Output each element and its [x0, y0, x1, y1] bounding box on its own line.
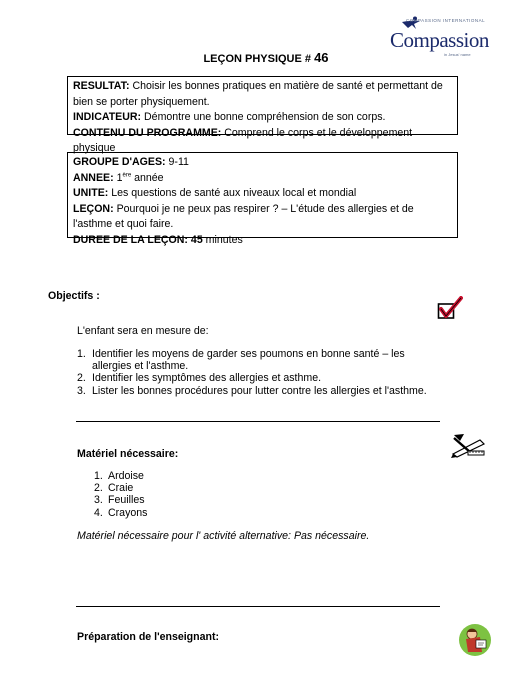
list-text: Feuilles — [108, 494, 145, 507]
materiel-list — [94, 470, 147, 519]
list-item — [77, 385, 427, 397]
resultat-text: Choisir les bonnes pratiques en matière de santé et permettant de bien se porter physiquement. — [73, 80, 443, 108]
list-text: Craie — [108, 482, 134, 495]
unite-label: UNITE: — [73, 187, 109, 200]
list-text: Ardoise — [108, 470, 144, 482]
list-item — [94, 507, 147, 519]
logo-sub-text: in Jesus' name — [444, 52, 471, 57]
indicateur-line — [73, 110, 452, 126]
list-number: 1. — [94, 470, 103, 482]
objectifs-list — [77, 348, 427, 397]
list-item — [94, 470, 147, 482]
list-text: Lister les bonnes procédures pour lutter contre les allergies et l'asthme. — [92, 384, 427, 397]
list-item — [77, 348, 427, 372]
duree-value: 45 — [190, 233, 203, 246]
list-number: 4. — [94, 506, 103, 519]
list-item — [77, 372, 427, 384]
lecon-value: Pourquoi je ne peux pas respirer ? – L'étude des allergies et de l'asthme et quoi faire. — [73, 202, 414, 231]
contenu-label: CONTENU DU PROGRAMME: — [73, 126, 222, 139]
logo-small-text: COMPASSION INTERNATIONAL — [406, 18, 486, 23]
annee-sup: ère — [122, 172, 132, 179]
duree-unit: minutes — [205, 233, 243, 246]
outcome-box — [67, 76, 458, 155]
unite-value: Les questions de santé aux niveaux local et mondial — [111, 187, 357, 200]
annee-suffix: année — [134, 171, 164, 184]
pencil-ruler-icon — [450, 432, 486, 458]
resultat-line — [73, 79, 452, 110]
list-text: Identifier les symptômes des allergies et asthme. — [92, 372, 322, 385]
materiel-heading: Matériel nécessaire: — [77, 448, 179, 460]
objectifs-intro: L'enfant sera en mesure de: — [77, 325, 209, 337]
page-title — [0, 50, 532, 65]
title-prefix: LEÇON PHYSIQUE # — [203, 53, 312, 65]
section-divider — [76, 606, 440, 607]
list-number: 2. — [77, 372, 86, 385]
list-number: 1. — [77, 348, 86, 360]
indicateur-text: Démontre une bonne compréhension de son corps. — [144, 111, 386, 124]
list-number: 2. — [94, 482, 103, 495]
annee-line — [73, 171, 452, 187]
groupe-label: GROUPE D'AGES: — [73, 156, 166, 168]
indicateur-label: INDICATEUR: — [73, 111, 142, 124]
logo-word: Compassion — [390, 28, 489, 52]
duree-label: DUREE DE LA LEÇON: — [73, 233, 188, 246]
list-item — [94, 494, 147, 506]
list-text: Crayons — [108, 506, 148, 519]
preparation-heading: Préparation de l'enseignant: — [77, 631, 220, 643]
lesson-info-box — [67, 152, 458, 246]
list-text: Identifier les moyens de garder ses poumons en bonne santé – les allergies et l'asthme. — [92, 348, 405, 373]
list-number: 3. — [77, 384, 86, 397]
section-divider — [76, 421, 440, 422]
lecon-line — [73, 202, 452, 233]
lecon-label: LEÇON: — [73, 202, 114, 215]
list-number: 3. — [94, 494, 103, 507]
alternative-materiel: Matériel nécessaire pour l' activité alternative: Pas nécessaire. — [77, 530, 370, 542]
objectifs-heading: Objectifs : — [48, 290, 100, 302]
groupe-value: 9-11 — [168, 156, 189, 168]
annee-label: ANNEE: — [73, 171, 114, 184]
teacher-icon — [458, 622, 492, 658]
resultat-label: RESULTAT: — [73, 80, 130, 92]
list-item — [94, 482, 147, 494]
groupe-line — [73, 155, 452, 171]
contenu-text: Comprend le corps et le développement physique — [73, 126, 413, 155]
duree-line — [73, 233, 452, 249]
annee-value: 1 — [116, 171, 123, 184]
title-number: 46 — [314, 50, 329, 65]
checkbox-icon — [437, 296, 463, 320]
unite-line — [73, 186, 452, 202]
